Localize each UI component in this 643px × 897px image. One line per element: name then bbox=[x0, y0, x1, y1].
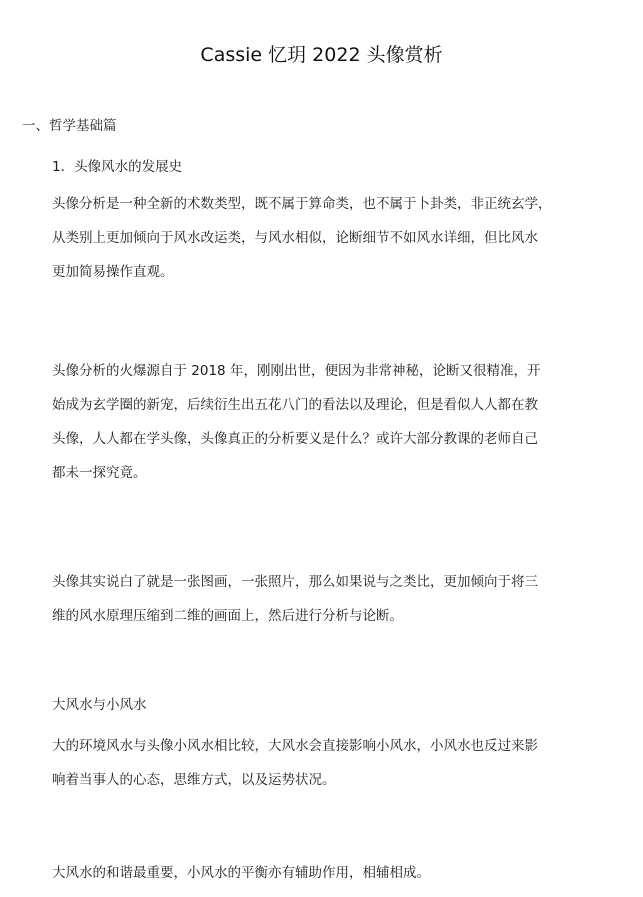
paragraph-3 bbox=[52, 565, 597, 633]
sub-heading: 大风水与小风水 bbox=[52, 697, 147, 713]
document-title: Cassie 忆玥 2022 头像赏析 bbox=[200, 44, 443, 66]
paragraph-line: 响着当事人的心态，思维方式，以及运势状况。 bbox=[52, 772, 336, 788]
paragraph-line: 头像分析的火爆源自于 2018 年，刚刚出世，便因为非常神秘，论断又很精准，开 bbox=[52, 363, 541, 379]
paragraph-line: 都未一探究竟。 bbox=[52, 465, 147, 481]
paragraph-line: 头像其实说白了就是一张图画，一张照片，那么如果说与之类比，更加倾向于将三 bbox=[52, 574, 538, 590]
paragraph-line: 从类别上更加倾向于风水改运类，与风水相似，论断细节不如风水详细，但比风水 bbox=[52, 230, 538, 246]
paragraph-5 bbox=[52, 856, 597, 890]
paragraph-line: 始成为玄学圈的新宠，后续衍生出五花八门的看法以及理论，但是看似人人都在教 bbox=[52, 397, 538, 413]
paragraph-line: 头像分析是一种全新的术数类型，既不属于算命类，也不属于卜卦类，非正统玄学， bbox=[52, 196, 552, 212]
paragraph-2 bbox=[52, 354, 597, 490]
paragraph-line: 更加简易操作直观。 bbox=[52, 264, 174, 280]
paragraph-line: 维的风水原理压缩到二维的画面上，然后进行分析与论断。 bbox=[52, 608, 403, 624]
paragraph-1 bbox=[52, 187, 597, 289]
section-heading: 一、哲学基础篇 bbox=[22, 118, 117, 134]
paragraph-line: 大风水的和谐最重要，小风水的平衡亦有辅助作用，相辅相成。 bbox=[52, 865, 430, 881]
paragraph-4 bbox=[52, 729, 597, 797]
subsection-heading: 1．头像风水的发展史 bbox=[52, 159, 183, 175]
paragraph-line: 头像，人人都在学头像，头像真正的分析要义是什么？或许大部分教课的老师自己 bbox=[52, 431, 538, 447]
paragraph-line: 大的环境风水与头像小风水相比较，大风水会直接影响小风水，小风水也反过来影 bbox=[52, 738, 538, 754]
